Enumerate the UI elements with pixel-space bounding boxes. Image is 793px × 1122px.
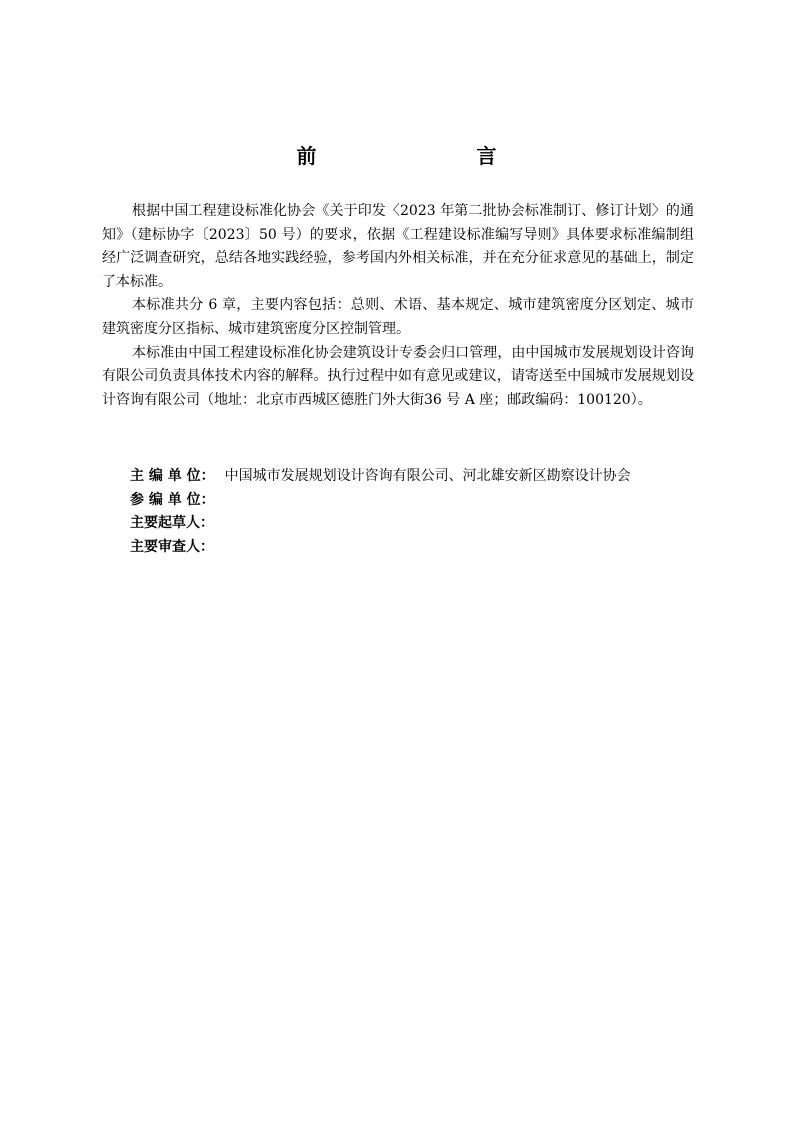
main-drafters-row <box>130 512 710 536</box>
preface-body <box>102 200 694 412</box>
chief-editor-label: 主 编 单 位： <box>130 468 215 484</box>
paragraph-background: 根据中国工程建设标准化协会《关于印发〈2023 年第二批协会标准制订、修订计划〉的通知》（建标协字〔2023〕50 号）的要求，依据《工程建设标准编写导则》具体要求标准编制组经广泛调查研究，总结各地实践经验，参考国内外相关标准，并在充分征求意见的基础上，制定了本标准。 <box>102 203 694 290</box>
main-reviewers-row <box>130 536 710 560</box>
main-drafters-label: 主要起草人： <box>130 515 214 532</box>
main-reviewers-label: 主要审查人： <box>130 538 214 555</box>
authorship-block <box>130 465 710 559</box>
participant-row <box>130 489 710 513</box>
page-title: 前 言 <box>296 144 537 168</box>
participant-label: 参 编 单 位： <box>130 491 215 508</box>
paragraph-contents: 本标准共分 6 章，主要内容包括：总则、术语、基本规定、城市建筑密度分区划定、城市建筑密度分区指标、城市建筑密度分区控制管理。 <box>102 297 694 337</box>
chief-editor-value: 中国城市发展规划设计咨询有限公司、河北雄安新区勘察设计协会 <box>224 468 631 484</box>
paragraph-management: 本标准由中国工程建设标准化协会建筑设计专委会归口管理，由中国城市发展规划设计咨询有限公司负责具体技术内容的解释。执行过程中如有意见或建议，请寄送至中国城市发展规划设计咨询有限公司（地址：北京市西城区德胜门外大街36 号 A 座；邮政编码：100120）。 <box>102 344 694 408</box>
chief-editor-row <box>130 465 710 489</box>
